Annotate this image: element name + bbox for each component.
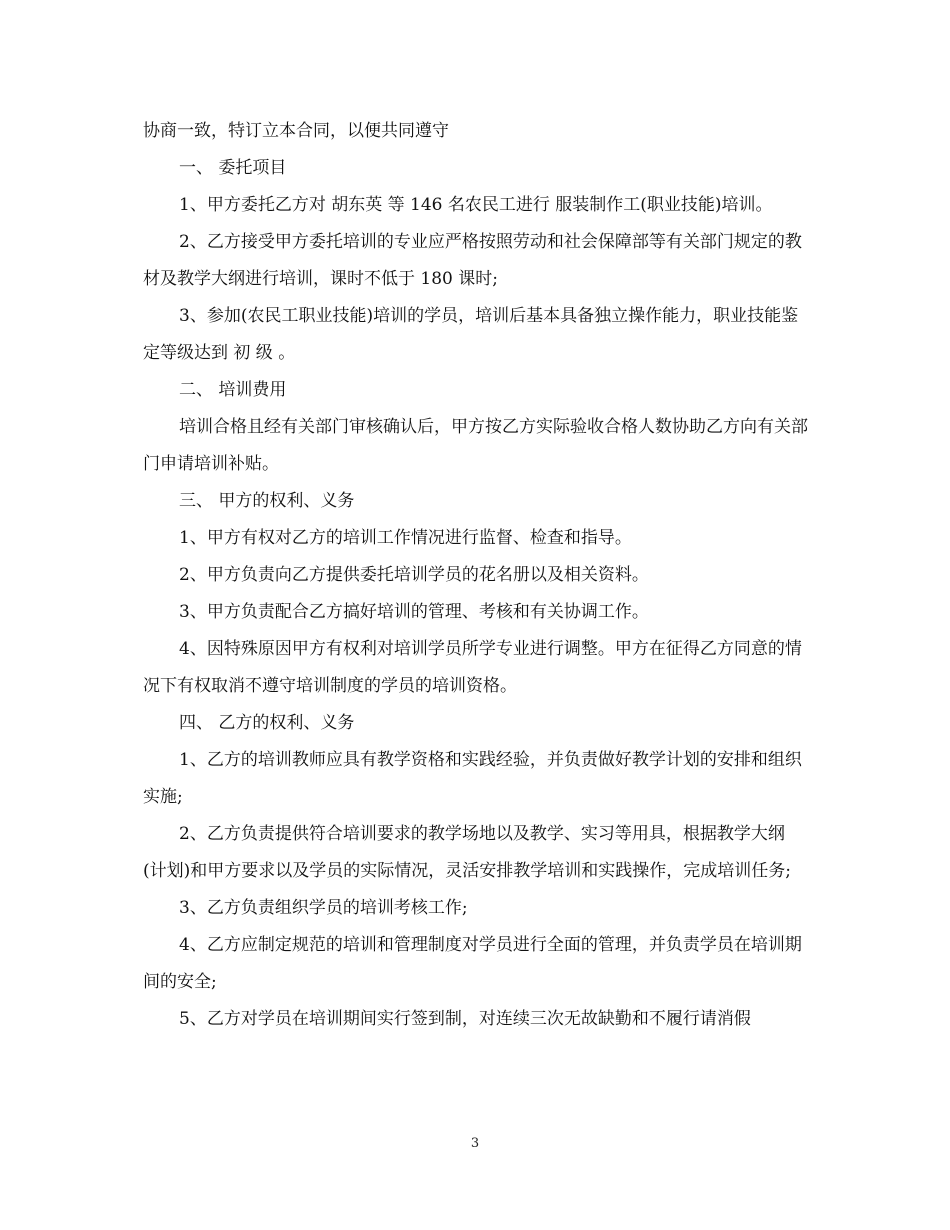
clause-3-2: 2、甲方负责向乙方提供委托培训学员的花名册以及相关资料。 bbox=[179, 565, 649, 585]
paragraph-intro: 协商一致，特订立本合同，以便共同遵守 bbox=[143, 121, 449, 141]
section-heading-2: 二、 培训费用 bbox=[179, 380, 287, 400]
clause-1-1: 1、甲方委托乙方对 胡东英 等 146 名农民工进行 服装制作工(职业技能)培训。 bbox=[179, 195, 773, 215]
clause-4-4: 4、乙方应制定规范的培训和管理制度对学员进行全面的管理，并负责学员在培训期间的安全; bbox=[143, 935, 802, 992]
document-body bbox=[143, 113, 808, 1038]
clause-3-3: 3、甲方负责配合乙方搞好培训的管理、考核和有关协调工作。 bbox=[179, 602, 649, 622]
clause-4-5: 5、乙方对学员在培训期间实行签到制，对连续三次无故缺勤和不履行请消假 bbox=[179, 1009, 751, 1029]
clause-1-3: 3、参加(农民工职业技能)培训的学员，培训后基本具备独立操作能力，职业技能鉴定等级达到 初 级 。 bbox=[143, 306, 799, 363]
clause-4-3: 3、乙方负责组织学员的培训考核工作; bbox=[179, 898, 468, 918]
clause-3-1: 1、甲方有权对乙方的培训工作情况进行监督、检查和指导。 bbox=[179, 528, 632, 548]
section-heading-1: 一、 委托项目 bbox=[179, 158, 287, 178]
clause-4-1: 1、乙方的培训教师应具有教学资格和实践经验，并负责做好教学计划的安排和组织实施; bbox=[143, 750, 802, 807]
clause-4-2: 2、乙方负责提供符合培训要求的教学场地以及教学、实习等用具，根据教学大纲(计划)和甲方要求以及学员的实际情况，灵活安排教学培训和实践操作，完成培训任务; bbox=[143, 824, 791, 881]
section-heading-4: 四、 乙方的权利、义务 bbox=[179, 713, 355, 733]
clause-2-1: 培训合格且经有关部门审核确认后，甲方按乙方实际验收合格人数协助乙方向有关部门申请培训补贴。 bbox=[143, 417, 808, 474]
page-number: 3 bbox=[470, 1136, 480, 1151]
clause-3-4: 4、因特殊原因甲方有权利对培训学员所学专业进行调整。甲方在征得乙方同意的情况下有权取消不遵守培训制度的学员的培训资格。 bbox=[143, 639, 802, 696]
clause-1-2: 2、乙方接受甲方委托培训的专业应严格按照劳动和社会保障部等有关部门规定的教材及教学大纲进行培训，课时不低于 180 课时; bbox=[143, 232, 802, 289]
section-heading-3: 三、 甲方的权利、义务 bbox=[179, 491, 355, 511]
